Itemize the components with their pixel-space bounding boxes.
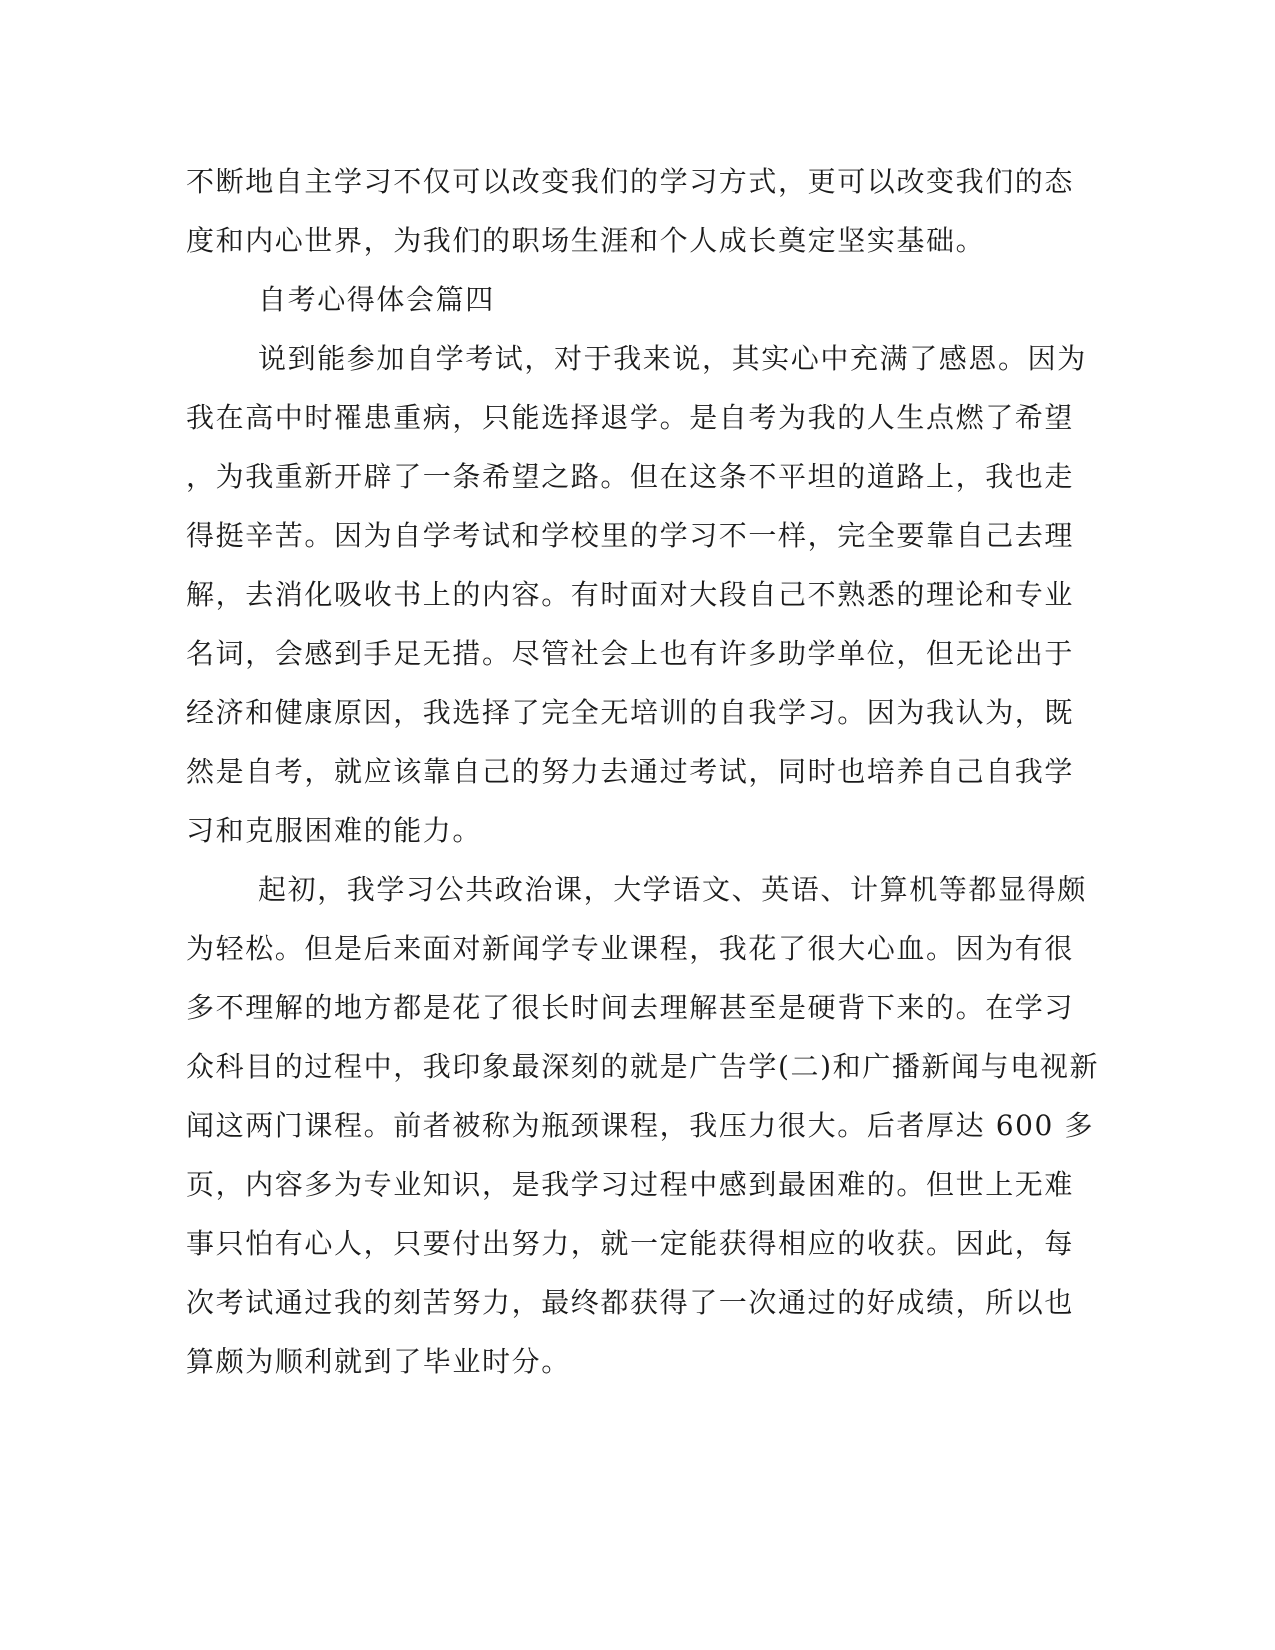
text-line: 起初，我学习公共政治课，大学语文、英语、计算机等都显得颇	[258, 873, 1087, 906]
text-line: 解，去消化吸收书上的内容。有时面对大段自己不熟悉的理论和专业	[186, 578, 1075, 611]
text-line: 闻这两门课程。前者被称为瓶颈课程，我压力很大。后者厚达 600 多	[186, 1109, 1095, 1142]
text-line: 我在高中时罹患重病，只能选择退学。是自考为我的人生点燃了希望	[186, 401, 1075, 434]
text-line: 名词，会感到手足无措。尽管社会上也有许多助学单位，但无论出于	[186, 637, 1075, 670]
text-line: 众科目的过程中，我印象最深刻的就是广告学(二)和广播新闻与电视新	[186, 1050, 1100, 1083]
text-line: 算颇为顺利就到了毕业时分。	[186, 1345, 571, 1378]
text-line: 不断地自主学习不仅可以改变我们的学习方式，更可以改变我们的态	[186, 165, 1075, 198]
text-line: 度和内心世界，为我们的职场生涯和个人成长奠定坚实基础。	[186, 224, 986, 257]
text-line: 经济和健康原因，我选择了完全无培训的自我学习。因为我认为，既	[186, 696, 1075, 729]
text-line: 页，内容多为专业知识，是我学习过程中感到最困难的。但世上无难	[186, 1168, 1075, 1201]
text-line: 事只怕有心人，只要付出努力，就一定能获得相应的收获。因此，每	[186, 1227, 1075, 1260]
text-line: 次考试通过我的刻苦努力，最终都获得了一次通过的好成绩，所以也	[186, 1286, 1075, 1319]
text-line: 习和克服困难的能力。	[186, 814, 483, 847]
text-line: ，为我重新开辟了一条希望之路。但在这条不平坦的道路上，我也走	[186, 460, 1075, 493]
text-line: 说到能参加自学考试，对于我来说，其实心中充满了感恩。因为	[258, 342, 1087, 375]
text-line: 得挺辛苦。因为自学考试和学校里的学习不一样，完全要靠自己去理	[186, 519, 1075, 552]
text-line: 多不理解的地方都是花了很长时间去理解甚至是硬背下来的。在学习	[186, 991, 1075, 1024]
section-heading: 自考心得体会篇四	[258, 283, 495, 316]
text-line: 然是自考，就应该靠自己的努力去通过考试，同时也培养自己自我学	[186, 755, 1075, 788]
text-line: 为轻松。但是后来面对新闻学专业课程，我花了很大心血。因为有很	[186, 932, 1075, 965]
